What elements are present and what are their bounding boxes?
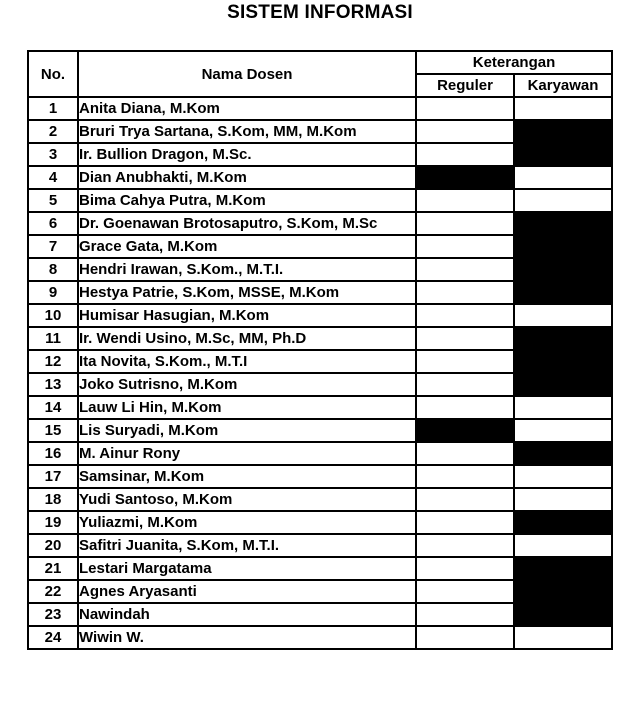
lecturer-name: Humisar Hasugian, M.Kom bbox=[78, 304, 416, 327]
karyawan-cell bbox=[514, 557, 612, 580]
lecturer-name: Hestya Patrie, S.Kom, MSSE, M.Kom bbox=[78, 281, 416, 304]
reguler-cell bbox=[416, 189, 514, 212]
row-number: 2 bbox=[28, 120, 78, 143]
row-number: 14 bbox=[28, 396, 78, 419]
karyawan-cell bbox=[514, 511, 612, 534]
karyawan-cell bbox=[514, 304, 612, 327]
reguler-cell bbox=[416, 143, 514, 166]
lecturer-name: Yuliazmi, M.Kom bbox=[78, 511, 416, 534]
reguler-cell bbox=[416, 350, 514, 373]
reguler-cell bbox=[416, 442, 514, 465]
karyawan-cell bbox=[514, 488, 612, 511]
table-row bbox=[28, 143, 612, 166]
table-row bbox=[28, 97, 612, 120]
karyawan-cell bbox=[514, 626, 612, 649]
reguler-cell bbox=[416, 327, 514, 350]
table-row bbox=[28, 304, 612, 327]
row-number: 17 bbox=[28, 465, 78, 488]
table-row bbox=[28, 511, 612, 534]
reguler-cell bbox=[416, 212, 514, 235]
table-row bbox=[28, 534, 612, 557]
table-row bbox=[28, 373, 612, 396]
table-row bbox=[28, 557, 612, 580]
row-number: 18 bbox=[28, 488, 78, 511]
table-row bbox=[28, 350, 612, 373]
table-row bbox=[28, 603, 612, 626]
lecturer-name: Hendri Irawan, S.Kom., M.T.I. bbox=[78, 258, 416, 281]
reguler-cell bbox=[416, 281, 514, 304]
lecturer-name: Dian Anubhakti, M.Kom bbox=[78, 166, 416, 189]
row-number: 15 bbox=[28, 419, 78, 442]
lecturer-name: Grace Gata, M.Kom bbox=[78, 235, 416, 258]
karyawan-cell bbox=[514, 97, 612, 120]
lecturer-name: Wiwin W. bbox=[78, 626, 416, 649]
reguler-cell bbox=[416, 465, 514, 488]
lecturer-name: Ir. Wendi Usino, M.Sc, MM, Ph.D bbox=[78, 327, 416, 350]
table-row bbox=[28, 580, 612, 603]
karyawan-cell bbox=[514, 166, 612, 189]
karyawan-cell bbox=[514, 534, 612, 557]
row-number: 23 bbox=[28, 603, 78, 626]
lecturer-name: Bima Cahya Putra, M.Kom bbox=[78, 189, 416, 212]
table-row bbox=[28, 258, 612, 281]
row-number: 6 bbox=[28, 212, 78, 235]
row-number: 21 bbox=[28, 557, 78, 580]
table-row bbox=[28, 327, 612, 350]
reguler-cell bbox=[416, 120, 514, 143]
table-row bbox=[28, 419, 612, 442]
row-number: 10 bbox=[28, 304, 78, 327]
header-reguler: Reguler bbox=[416, 74, 514, 97]
reguler-cell bbox=[416, 626, 514, 649]
reguler-cell bbox=[416, 166, 514, 189]
karyawan-cell bbox=[514, 442, 612, 465]
row-number: 19 bbox=[28, 511, 78, 534]
reguler-cell bbox=[416, 235, 514, 258]
row-number: 13 bbox=[28, 373, 78, 396]
page-title: SISTEM INFORMASI bbox=[227, 2, 413, 23]
row-number: 9 bbox=[28, 281, 78, 304]
table-row bbox=[28, 235, 612, 258]
lecturer-name: Lauw Li Hin, M.Kom bbox=[78, 396, 416, 419]
reguler-cell bbox=[416, 603, 514, 626]
lecturer-name: Joko Sutrisno, M.Kom bbox=[78, 373, 416, 396]
lecturer-name: Ita Novita, S.Kom., M.T.I bbox=[78, 350, 416, 373]
header-nama-dosen: Nama Dosen bbox=[78, 51, 416, 97]
row-number: 16 bbox=[28, 442, 78, 465]
karyawan-cell bbox=[514, 373, 612, 396]
row-number: 5 bbox=[28, 189, 78, 212]
lecturer-name: Agnes Aryasanti bbox=[78, 580, 416, 603]
row-number: 8 bbox=[28, 258, 78, 281]
lecturer-name: Yudi Santoso, M.Kom bbox=[78, 488, 416, 511]
karyawan-cell bbox=[514, 327, 612, 350]
row-number: 12 bbox=[28, 350, 78, 373]
reguler-cell bbox=[416, 97, 514, 120]
row-number: 11 bbox=[28, 327, 78, 350]
row-number: 3 bbox=[28, 143, 78, 166]
karyawan-cell bbox=[514, 603, 612, 626]
row-number: 7 bbox=[28, 235, 78, 258]
table-row bbox=[28, 465, 612, 488]
table-row bbox=[28, 120, 612, 143]
table-row bbox=[28, 488, 612, 511]
reguler-cell bbox=[416, 258, 514, 281]
lecturer-table bbox=[27, 50, 613, 650]
table-row bbox=[28, 396, 612, 419]
row-number: 24 bbox=[28, 626, 78, 649]
row-number: 22 bbox=[28, 580, 78, 603]
reguler-cell bbox=[416, 557, 514, 580]
karyawan-cell bbox=[514, 465, 612, 488]
table-row bbox=[28, 212, 612, 235]
karyawan-cell bbox=[514, 212, 612, 235]
karyawan-cell bbox=[514, 120, 612, 143]
row-number: 1 bbox=[28, 97, 78, 120]
table-row bbox=[28, 626, 612, 649]
lecturer-name: Ir. Bullion Dragon, M.Sc. bbox=[78, 143, 416, 166]
karyawan-cell bbox=[514, 189, 612, 212]
reguler-cell bbox=[416, 488, 514, 511]
karyawan-cell bbox=[514, 350, 612, 373]
reguler-cell bbox=[416, 580, 514, 603]
reguler-cell bbox=[416, 534, 514, 557]
karyawan-cell bbox=[514, 580, 612, 603]
lecturer-name: Samsinar, M.Kom bbox=[78, 465, 416, 488]
karyawan-cell bbox=[514, 258, 612, 281]
reguler-cell bbox=[416, 511, 514, 534]
karyawan-cell bbox=[514, 143, 612, 166]
karyawan-cell bbox=[514, 419, 612, 442]
table-row bbox=[28, 442, 612, 465]
table-row bbox=[28, 189, 612, 212]
lecturer-name: Nawindah bbox=[78, 603, 416, 626]
karyawan-cell bbox=[514, 235, 612, 258]
karyawan-cell bbox=[514, 281, 612, 304]
reguler-cell bbox=[416, 373, 514, 396]
reguler-cell bbox=[416, 419, 514, 442]
lecturer-name: Anita Diana, M.Kom bbox=[78, 97, 416, 120]
table-body bbox=[28, 97, 612, 649]
reguler-cell bbox=[416, 304, 514, 327]
header-keterangan: Keterangan bbox=[416, 51, 612, 74]
lecturer-name: Dr. Goenawan Brotosaputro, S.Kom, M.Sc bbox=[78, 212, 416, 235]
table-row bbox=[28, 281, 612, 304]
header-no: No. bbox=[28, 51, 78, 97]
row-number: 4 bbox=[28, 166, 78, 189]
lecturer-name: Safitri Juanita, S.Kom, M.T.I. bbox=[78, 534, 416, 557]
table-row bbox=[28, 166, 612, 189]
karyawan-cell bbox=[514, 396, 612, 419]
lecturer-name: Lestari Margatama bbox=[78, 557, 416, 580]
lecturer-name: Bruri Trya Sartana, S.Kom, MM, M.Kom bbox=[78, 120, 416, 143]
lecturer-name: Lis Suryadi, M.Kom bbox=[78, 419, 416, 442]
header-row bbox=[28, 51, 612, 74]
lecturer-name: M. Ainur Rony bbox=[78, 442, 416, 465]
header-karyawan: Karyawan bbox=[514, 74, 612, 97]
reguler-cell bbox=[416, 396, 514, 419]
row-number: 20 bbox=[28, 534, 78, 557]
